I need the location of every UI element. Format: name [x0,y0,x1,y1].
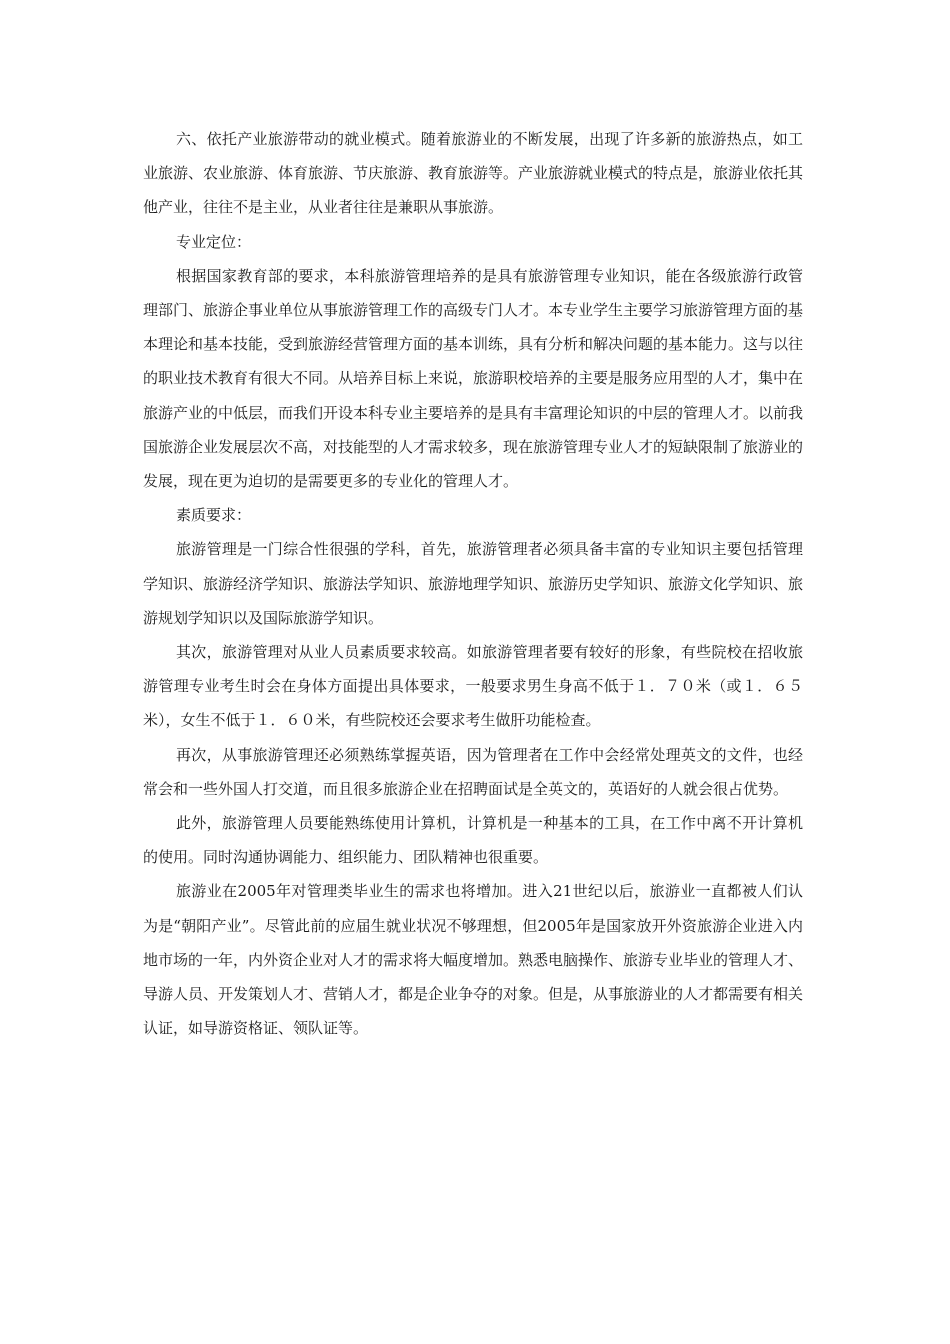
paragraph-2005-demand: 旅游业在2005年对管理类毕业生的需求也将增加。进入21世纪以后，旅游业一直都被人们认为是“朝阳产业”。尽管此前的应届生就业状况不够理想，但2005年是国家放开外资旅游企业进入内地市场的一年，内外资企业对人才的需求将大幅度增加。熟悉电脑操作、旅游专业毕业的管理人才、导游人员、开发策划人才、营销人才，都是企业争夺的对象。但是，从事旅游业的人才都需要有相关认证，如导游资格证、领队证等。 [143,882,804,1038]
paragraph-physical-requirements: 其次，旅游管理对从业人员素质要求较高。如旅游管理者要有较好的形象，有些院校在招收旅游管理专业考生时会在身体方面提出具体要求，一般要求男生身高不低于１．７０米（或１．６５米），女生不低于１．６０米，有些院校还会要求考生做肝功能检查。 [143,643,803,730]
paragraph-industry-tourism-model: 六、依托产业旅游带动的就业模式。随着旅游业的不断发展，出现了许多新的旅游热点，如工业旅游、农业旅游、体育旅游、节庆旅游、教育旅游等。产业旅游就业模式的特点是，旅游业依托其他产业，往往不是主业，从业者往往是兼职从事旅游。 [143,130,804,217]
paragraph-knowledge-requirements: 旅游管理是一门综合性很强的学科，首先，旅游管理者必须具备丰富的专业知识主要包括管理学知识、旅游经济学知识、旅游法学知识、旅游地理学知识、旅游历史学知识、旅游文化学知识、旅游规划学知识以及国际旅游学知识。 [143,540,804,627]
paragraph-computer-skills: 此外，旅游管理人员要能熟练使用计算机，计算机是一种基本的工具，在工作中离不开计算机的使用。同时沟通协调能力、组织能力、团队精神也很重要。 [143,814,803,867]
paragraph-training-goals: 根据国家教育部的要求，本科旅游管理培养的是具有旅游管理专业知识，能在各级旅游行政管理部门、旅游企事业单位从事旅游管理工作的高级专门人才。本专业学生主要学习旅游管理方面的基本理论和基本技能，受到旅游经营管理方面的基本训练，具有分析和解决问题的基本能力。这与以往的职业技术教育有很大不同。从培养目标上来说，旅游职校培养的主要是服务应用型的人才，集中在旅游产业的中低层，而我们开设本科专业主要培养的是具有丰富理论知识的中层的管理人才。以前我国旅游企业发展层次不高，对技能型的人才需求较多，现在旅游管理专业人才的短缺限制了旅游业的发展，现在更为迫切的是需要更多的专业化的管理人才。 [143,266,804,491]
heading-professional-positioning: 专业定位： [176,232,252,251]
document-body [143,122,803,1045]
heading-quality-requirements: 素质要求： [176,506,252,525]
paragraph-english-requirements: 再次，从事旅游管理还必须熟练掌握英语，因为管理者在工作中会经常处理英文的文件，也经常会和一些外国人打交道，而且很多旅游企业在招聘面试是全英文的，英语好的人就会很占优势。 [143,745,803,798]
